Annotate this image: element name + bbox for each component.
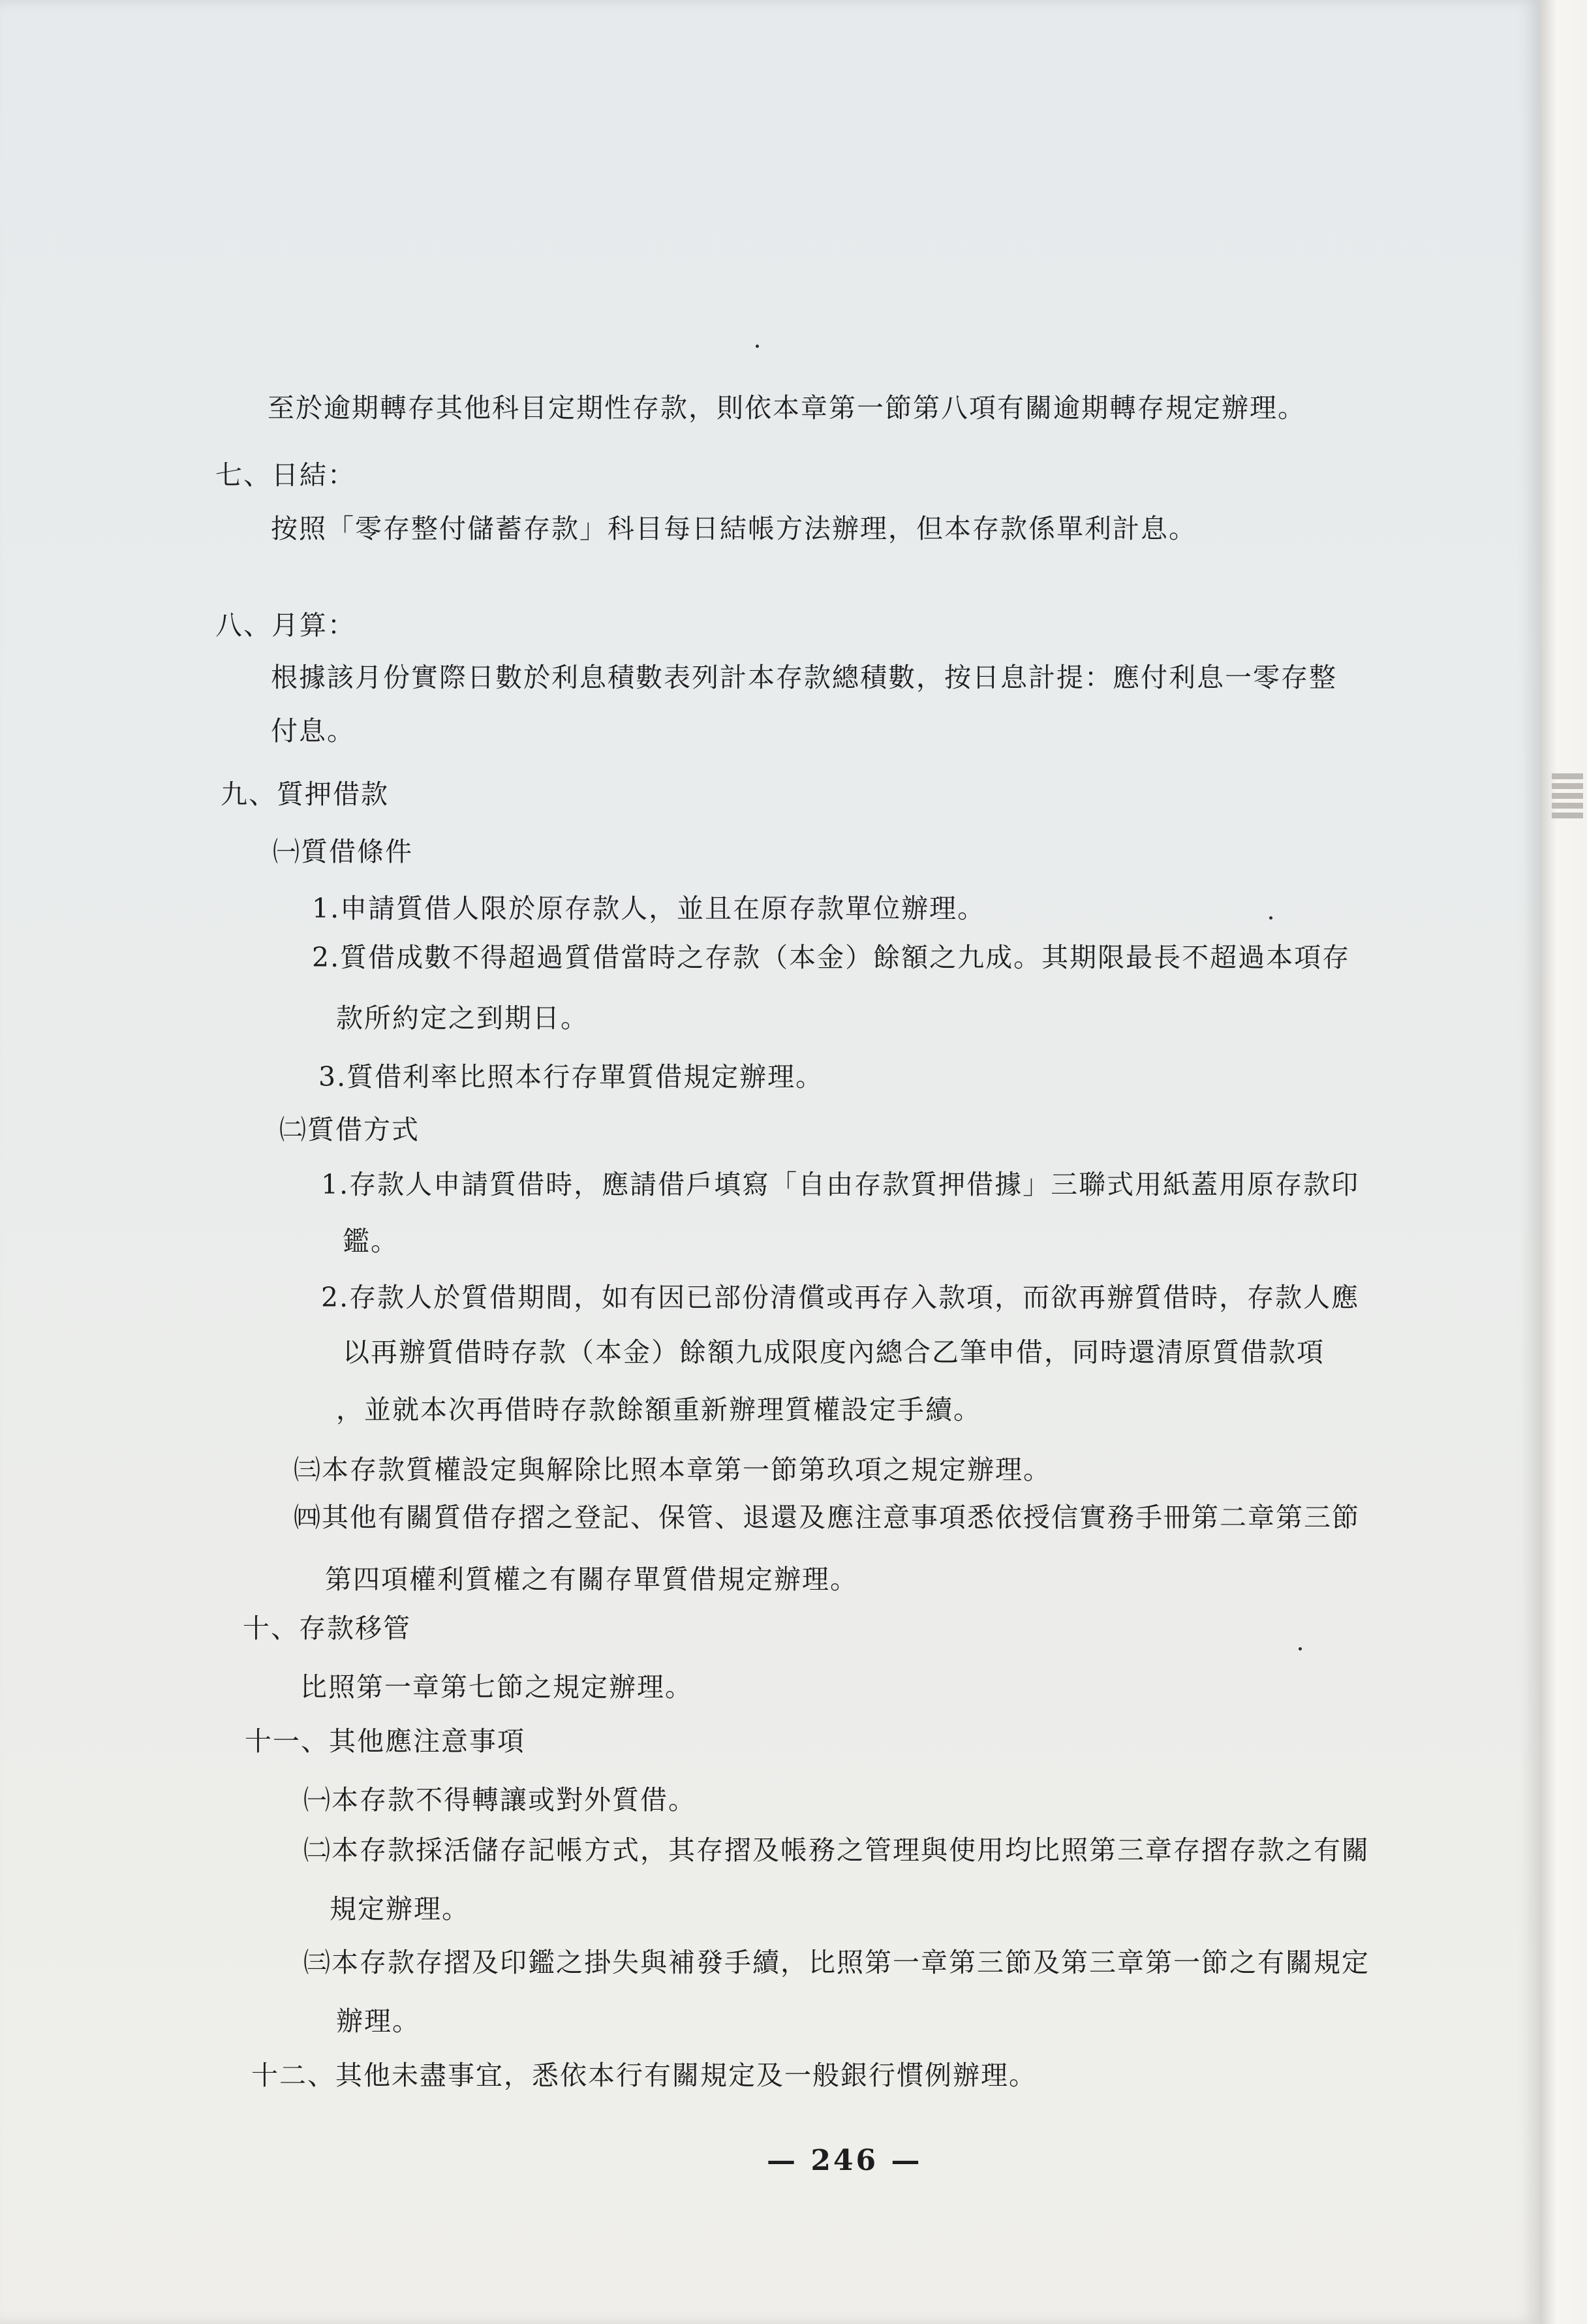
- edge-mark: [1552, 773, 1583, 779]
- list-item: 1.申請質借人限於原存款人，並且在原存款單位辦理。: [312, 893, 986, 924]
- section-heading: 十一、其他應注意事項: [245, 1726, 525, 1757]
- text-line: 根據該月份實際日數於利息積數表列計本存款總積數，按日息計提：應付利息一零存整: [271, 662, 1337, 693]
- print-speck: [1269, 916, 1272, 920]
- subsection-item-continuation: 辦理。: [336, 2006, 420, 2037]
- section-heading: 九、質押借款: [221, 779, 389, 810]
- print-speck: [1299, 1647, 1302, 1650]
- subsection-item-continuation: 規定辦理。: [330, 1893, 470, 1925]
- list-item: 1.存款人申請質借時，應請借戶填寫「自由存款質押借據」三聯式用紙蓋用原存款印: [321, 1169, 1360, 1200]
- section-heading: 十、存款移管: [243, 1613, 411, 1644]
- edge-mark: [1552, 793, 1583, 799]
- print-speck: [756, 345, 759, 348]
- adjacent-page-edge: [1540, 0, 1587, 2324]
- edge-mark: [1552, 813, 1583, 818]
- edge-mark: [1552, 783, 1583, 789]
- subsection-item-continuation: 第四項權利質權之有關存單質借規定辦理。: [325, 1564, 858, 1595]
- subsection-item: ㈠本存款不得轉讓或對外質借。: [303, 1784, 696, 1816]
- text-line: 至於逾期轉存其他科目定期性存款，則依本章第一節第八項有關逾期轉存規定辦理。: [268, 392, 1306, 424]
- subsection-heading: ㈡質借方式: [279, 1114, 420, 1145]
- subsection-heading: ㈠質借條件: [273, 836, 413, 867]
- page-number: — 246 —: [767, 2144, 923, 2177]
- section-heading: 七、日結：: [215, 459, 356, 491]
- text-line: 付息。: [271, 715, 355, 747]
- edge-mark: [1552, 803, 1583, 809]
- list-item: 2.質借成數不得超過質借當時之存款（本金）餘額之九成。其期限最長不超過本項存: [312, 942, 1351, 973]
- list-item-continuation: 款所約定之到期日。: [336, 1002, 589, 1034]
- list-item: 2.存款人於質借期間，如有因已部份清償或再存入款項，而欲再辦質借時，存款人應: [321, 1282, 1360, 1313]
- subsection-item: ㈢本存款質權設定與解除比照本章第一節第玖項之規定辦理。: [294, 1454, 1051, 1485]
- text-line: 按照「零存整付儲蓄存款」科目每日結帳方法辦理，但本存款係單利計息。: [271, 513, 1197, 544]
- list-item-continuation: 以再辦質借時存款（本金）餘額九成限度內總合乙筆申借，同時還清原質借款項: [343, 1337, 1325, 1368]
- list-item-continuation: ，並就本次再借時存款餘額重新辦理質權設定手續。: [336, 1394, 981, 1425]
- subsection-item: ㈡本存款採活儲存記帳方式，其存摺及帳務之管理與使用均比照第三章存摺存款之有關: [303, 1835, 1370, 1866]
- text-line: 比照第一章第七節之規定辦理。: [300, 1671, 693, 1703]
- subsection-item: ㈣其他有關質借存摺之登記、保管、退還及應注意事項悉依授信實務手冊第二章第三節: [294, 1502, 1360, 1533]
- subsection-item: ㈢本存款存摺及印鑑之掛失與補發手續，比照第一章第三節及第三章第一節之有關規定: [303, 1947, 1370, 1978]
- list-item: 3.質借利率比照本行存單質借規定辦理。: [318, 1061, 824, 1092]
- section-heading: 十二、其他未盡事宜，悉依本行有關規定及一般銀行慣例辦理。: [251, 2060, 1037, 2091]
- section-heading: 八、月算：: [215, 610, 356, 641]
- list-item-continuation: 鑑。: [343, 1226, 399, 1257]
